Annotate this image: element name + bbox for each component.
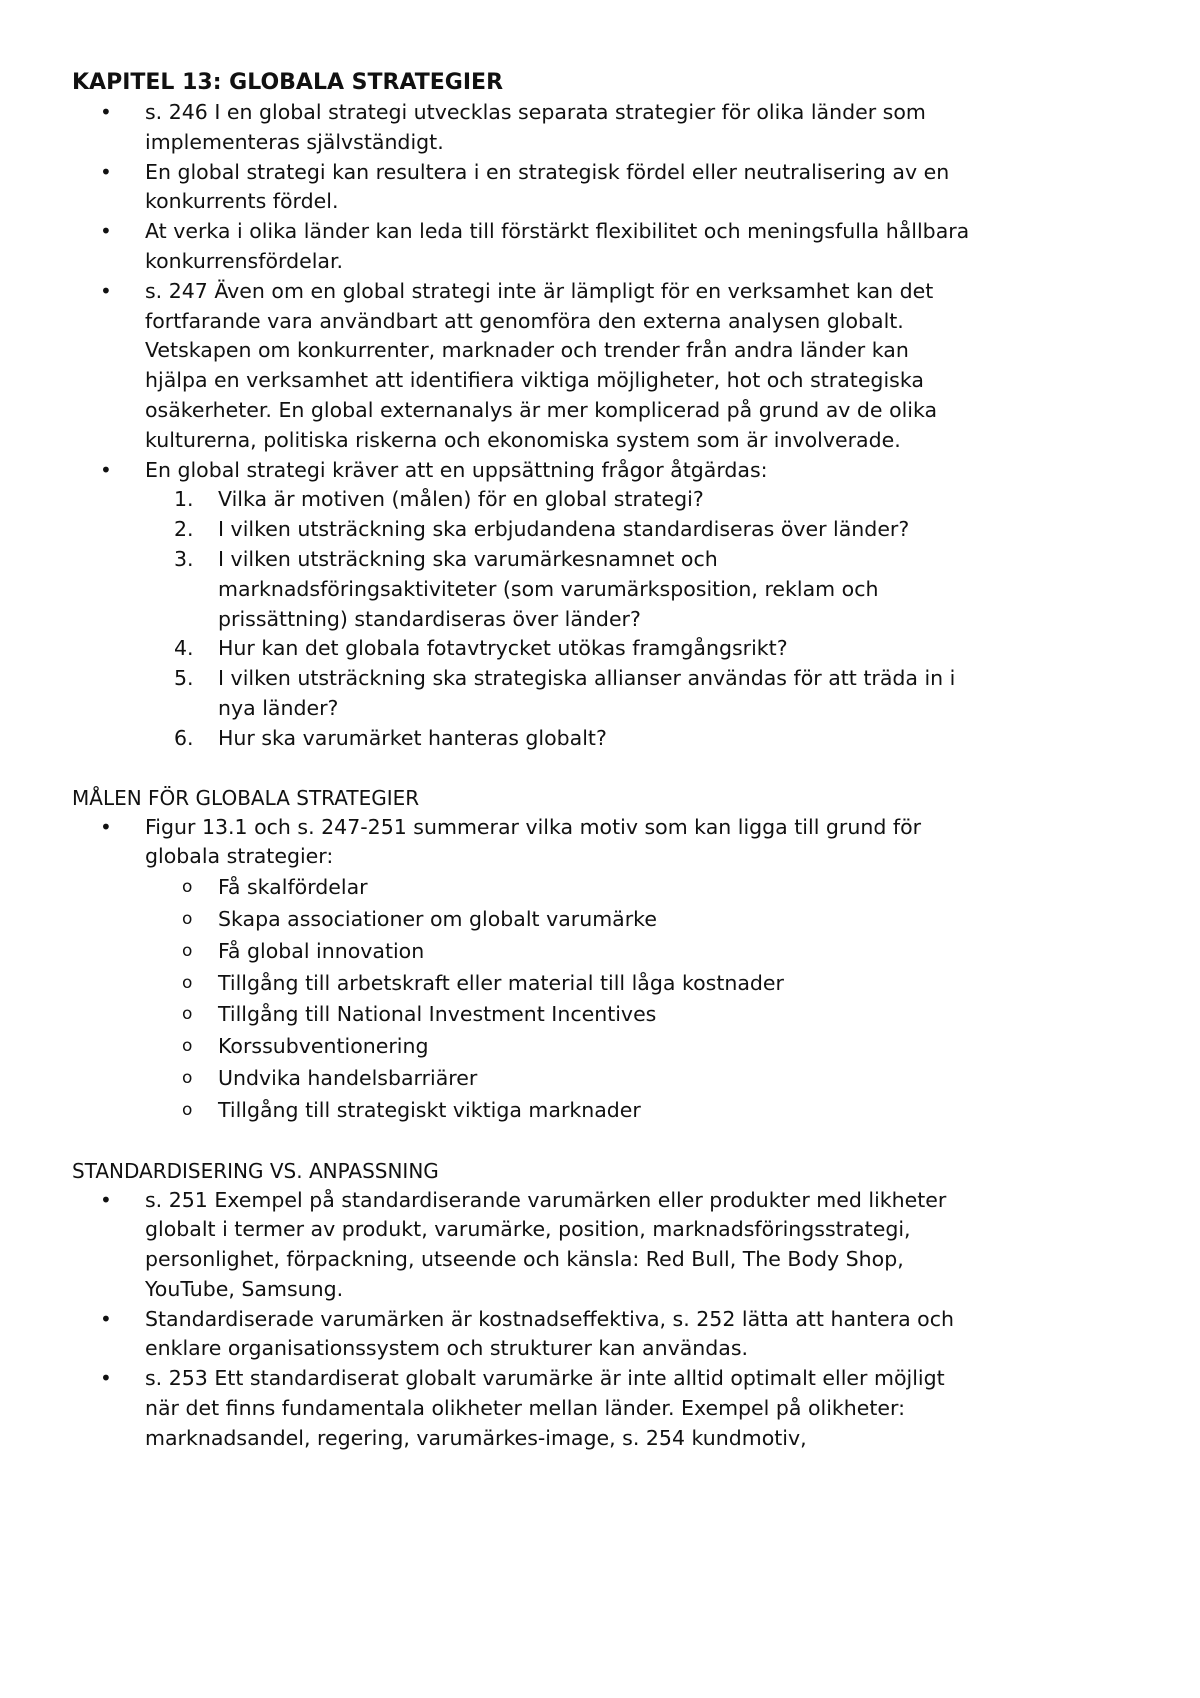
question-number: 5.	[174, 666, 194, 691]
text-line: Undvika handelsbarriärer	[218, 1065, 478, 1090]
text-line: YouTube, Samsung.	[145, 1276, 344, 1301]
circle-bullet-icon: o	[182, 1067, 193, 1088]
numbered-question	[72, 485, 1200, 515]
text-line: nya länder?	[218, 695, 339, 720]
numbered-question	[72, 634, 1200, 664]
bullet-item	[72, 1186, 1200, 1305]
circle-bullet-icon: o	[182, 940, 193, 961]
text-line: Vetskapen om konkurrenter, marknader och trender från andra länder kan	[145, 338, 909, 363]
bullet-icon: •	[100, 814, 112, 839]
question-number: 1.	[174, 487, 194, 512]
bullet-icon: •	[100, 100, 112, 124]
text-line: Hur ska varumärket hanteras globalt?	[218, 725, 607, 750]
motive-item	[72, 936, 1200, 968]
text-line: marknadsföringsaktiviteter (som varumärksposition, reklam och	[218, 576, 879, 601]
motive-item	[72, 904, 1200, 936]
bullet-icon: •	[100, 457, 112, 482]
text-line: Vilka är motiven (målen) för en global strategi?	[218, 487, 704, 512]
text-line: konkurrents fördel.	[145, 189, 339, 214]
text-line: Skapa associationer om globalt varumärke	[218, 906, 657, 931]
text-line: kulturerna, politiska riskerna och ekonomiska system som är involverade.	[145, 427, 901, 452]
circle-bullet-icon: o	[182, 1099, 193, 1120]
section3-bullets	[72, 1186, 1200, 1454]
text-line: s. 246 I en global strategi utvecklas separata strategier för olika länder som	[145, 100, 926, 124]
text-line: Figur 13.1 och s. 247-251 summerar vilka motiv som kan ligga till grund för	[145, 814, 922, 839]
text-line: Hur kan det globala fotavtrycket utökas framgångsrikt?	[218, 636, 788, 661]
text-line: En global strategi kräver att en uppsättning frågor åtgärdas:	[145, 457, 768, 482]
page-title: KAPITEL 13: GLOBALA STRATEGIER	[72, 70, 504, 95]
bullet-icon: •	[100, 1366, 112, 1391]
section-heading-goals: MÅLEN FÖR GLOBALA STRATEGIER	[72, 785, 420, 810]
bullet-item	[72, 1305, 1200, 1365]
text-line: osäkerheter. En global externanalys är mer komplicerad på grund av de olika	[145, 397, 938, 422]
text-line: En global strategi kan resultera i en strategisk fördel eller neutralisering av en	[145, 159, 950, 184]
numbered-question	[72, 664, 1200, 724]
text-line: Tillgång till strategiskt viktiga marknader	[218, 1097, 641, 1122]
text-line: Få skalfördelar	[218, 875, 368, 900]
motive-item	[72, 1031, 1200, 1063]
question-number: 3.	[174, 546, 194, 571]
text-line: Tillgång till National Investment Incentives	[218, 1002, 657, 1027]
text-line: globala strategier:	[145, 844, 334, 869]
bullet-icon: •	[100, 159, 112, 184]
motive-item	[72, 1095, 1200, 1127]
bullet-item	[72, 98, 1200, 158]
motive-item	[72, 968, 1200, 1000]
text-line: fortfarande vara användbart att genomföra den externa analysen globalt.	[145, 308, 904, 333]
motive-item	[72, 1063, 1200, 1095]
bullet-item	[72, 277, 1200, 456]
text-line: implementeras självständigt.	[145, 129, 444, 154]
bullet-item	[72, 158, 1200, 218]
text-line: s. 247 Även om en global strategi inte är lämpligt för en verksamhet kan det	[145, 278, 934, 303]
circle-bullet-icon: o	[182, 972, 193, 993]
text-line: I vilken utsträckning ska erbjudandena standardiseras över länder?	[218, 517, 910, 542]
question-number: 2.	[174, 517, 194, 542]
text-line: s. 251 Exempel på standardiserande varumärken eller produkter med likheter	[145, 1187, 947, 1212]
bullet-icon: •	[100, 219, 112, 244]
motive-list	[72, 872, 1200, 1126]
text-line: enklare organisationssystem och strukturer kan användas.	[145, 1336, 749, 1361]
section2-bullets	[72, 813, 1200, 873]
text-line: när det finns fundamentala olikheter mellan länder. Exempel på olikheter:	[145, 1396, 906, 1421]
bullet-item	[72, 217, 1200, 277]
text-line: konkurrensfördelar.	[145, 248, 344, 273]
section-heading-standardization: STANDARDISERING VS. ANPASSNING	[72, 1158, 439, 1183]
bullet-item	[72, 813, 1200, 873]
text-line: personlighet, förpackning, utseende och känsla: Red Bull, The Body Shop,	[145, 1247, 904, 1272]
bullet-icon: •	[100, 1306, 112, 1331]
text-line: prissättning) standardiseras över länder?	[218, 606, 641, 631]
text-line: hjälpa en verksamhet att identifiera viktiga möjligheter, hot och strategiska	[145, 368, 924, 393]
text-line: I vilken utsträckning ska strategiska allianser användas för att träda in i	[218, 666, 956, 691]
text-line: Korssubventionering	[218, 1034, 429, 1059]
text-line: Få global innovation	[218, 938, 425, 963]
motive-item	[72, 999, 1200, 1031]
question-list	[72, 485, 1200, 753]
text-line: globalt i termer av produkt, varumärke, position, marknadsföringsstrategi,	[145, 1217, 911, 1242]
bullet-icon: •	[100, 278, 112, 303]
text-line: s. 253 Ett standardiserat globalt varumärke är inte alltid optimalt eller möjligt	[145, 1366, 945, 1391]
text-line: marknadsandel, regering, varumärkes-image, s. 254 kundmotiv,	[145, 1425, 807, 1450]
bullet-item	[72, 456, 1200, 486]
circle-bullet-icon: o	[182, 1004, 193, 1025]
numbered-question	[72, 515, 1200, 545]
bullet-item	[72, 1364, 1200, 1453]
circle-bullet-icon: o	[182, 877, 193, 898]
section1-bullets	[72, 98, 1200, 485]
text-line: Standardiserade varumärken är kostnadseffektiva, s. 252 lätta att hantera och	[145, 1306, 954, 1331]
motive-item	[72, 872, 1200, 904]
numbered-question	[72, 724, 1200, 754]
text-line: I vilken utsträckning ska varumärkesnamnet och	[218, 546, 718, 571]
numbered-question	[72, 545, 1200, 634]
circle-bullet-icon: o	[182, 1036, 193, 1057]
text-line: At verka i olika länder kan leda till förstärkt flexibilitet och meningsfulla hållbara	[145, 219, 970, 244]
question-number: 6.	[174, 725, 194, 750]
circle-bullet-icon: o	[182, 908, 193, 929]
question-number: 4.	[174, 636, 194, 661]
bullet-icon: •	[100, 1187, 112, 1212]
text-line: Tillgång till arbetskraft eller material till låga kostnader	[218, 970, 784, 995]
